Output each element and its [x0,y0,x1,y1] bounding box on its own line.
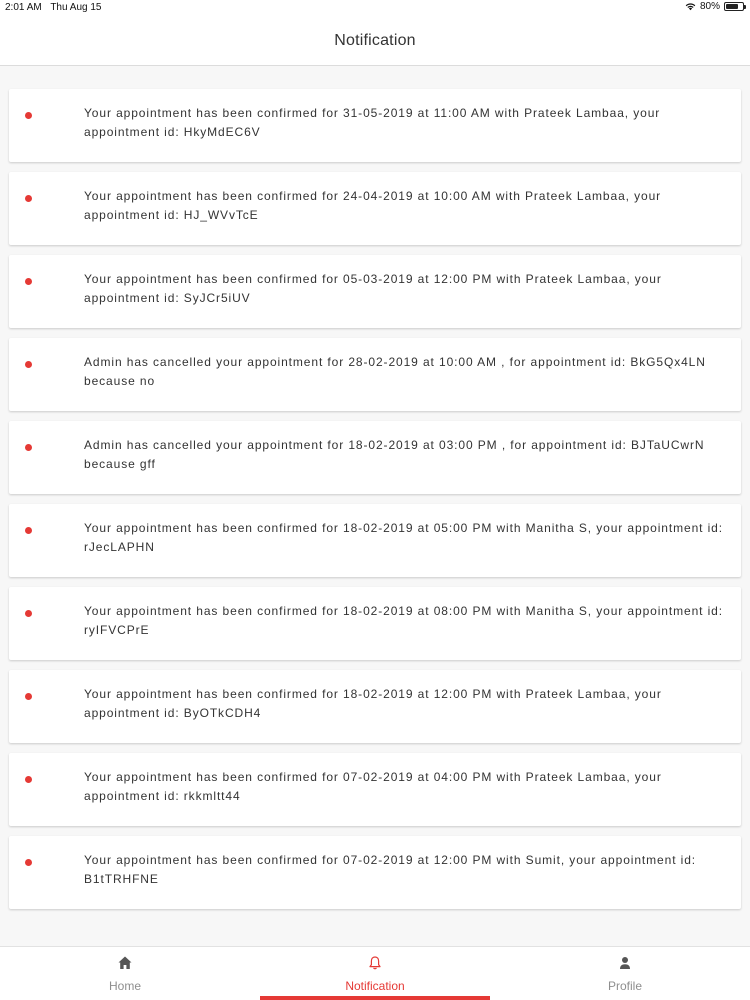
status-time: 2:01 AM [5,2,42,13]
status-bar [0,0,750,16]
page-header [0,16,750,66]
wifi-icon [685,2,696,11]
active-tab-indicator [260,996,490,1000]
notification-card[interactable] [9,670,741,743]
unread-dot-icon [25,610,32,617]
battery-level [726,4,738,9]
notification-card[interactable] [9,338,741,411]
unread-dot-icon [25,444,32,451]
notification-card[interactable] [9,836,741,909]
notification-message: Your appointment has been confirmed for 07-02-2019 at 12:00 PM with Sumit, your appointment id: B1tTRHFNE [84,853,697,886]
notification-message: Your appointment has been confirmed for 18-02-2019 at 05:00 PM with Manitha S, your appointment id: rJecLAPHN [84,521,723,554]
notification-card[interactable] [9,587,741,660]
page-title: Notification [334,32,416,49]
tab-profile-label: Profile [607,979,642,993]
notification-card[interactable] [9,255,741,328]
notification-message: Your appointment has been confirmed for 31-05-2019 at 11:00 AM with Prateek Lambaa, your appointment id: HkyMdEC6V [84,106,661,139]
tab-notification[interactable] [250,947,500,1000]
status-date: Thu Aug 15 [50,2,102,13]
unread-dot-icon [25,112,32,119]
status-bar-right [685,1,744,12]
notification-card[interactable] [9,504,741,577]
notification-message: Admin has cancelled your appointment for 28-02-2019 at 10:00 AM , for appointment id: BkG5Qx4LN because no [84,355,706,388]
unread-dot-icon [25,527,32,534]
bell-icon [367,955,383,971]
tab-home[interactable] [0,947,250,1000]
notification-message: Your appointment has been confirmed for 24-04-2019 at 10:00 AM with Prateek Lambaa, your appointment id: HJ_WVvTcE [84,189,662,222]
unread-dot-icon [25,859,32,866]
notification-message: Your appointment has been confirmed for 18-02-2019 at 12:00 PM with Prateek Lambaa, your appointment id: ByOTkCDH4 [84,687,662,720]
bottom-tab-bar [0,946,750,1000]
unread-dot-icon [25,195,32,202]
tab-home-label: Home [108,979,141,993]
home-icon [117,955,133,971]
battery-icon [724,2,744,11]
user-icon [617,955,633,971]
notification-message: Your appointment has been confirmed for 07-02-2019 at 04:00 PM with Prateek Lambaa, your appointment id: rkkmltt44 [84,770,662,803]
unread-dot-icon [25,278,32,285]
unread-dot-icon [25,693,32,700]
notification-list [9,89,741,919]
notification-message: Admin has cancelled your appointment for 18-02-2019 at 03:00 PM , for appointment id: BJTaUCwrN because gff [84,438,705,471]
tab-profile[interactable] [500,947,750,1000]
unread-dot-icon [25,776,32,783]
notification-card[interactable] [9,172,741,245]
notification-message: Your appointment has been confirmed for 05-03-2019 at 12:00 PM with Prateek Lambaa, your appointment id: SyJCr5iUV [84,272,662,305]
status-bar-left [5,2,107,13]
battery-percent: 80% [699,1,720,12]
tab-notification-label: Notification [345,979,405,993]
notification-card[interactable] [9,89,741,162]
notification-card[interactable] [9,753,741,826]
notification-message: Your appointment has been confirmed for 18-02-2019 at 08:00 PM with Manitha S, your appointment id: ryIFVCPrE [84,604,723,637]
notification-card[interactable] [9,421,741,494]
unread-dot-icon [25,361,32,368]
